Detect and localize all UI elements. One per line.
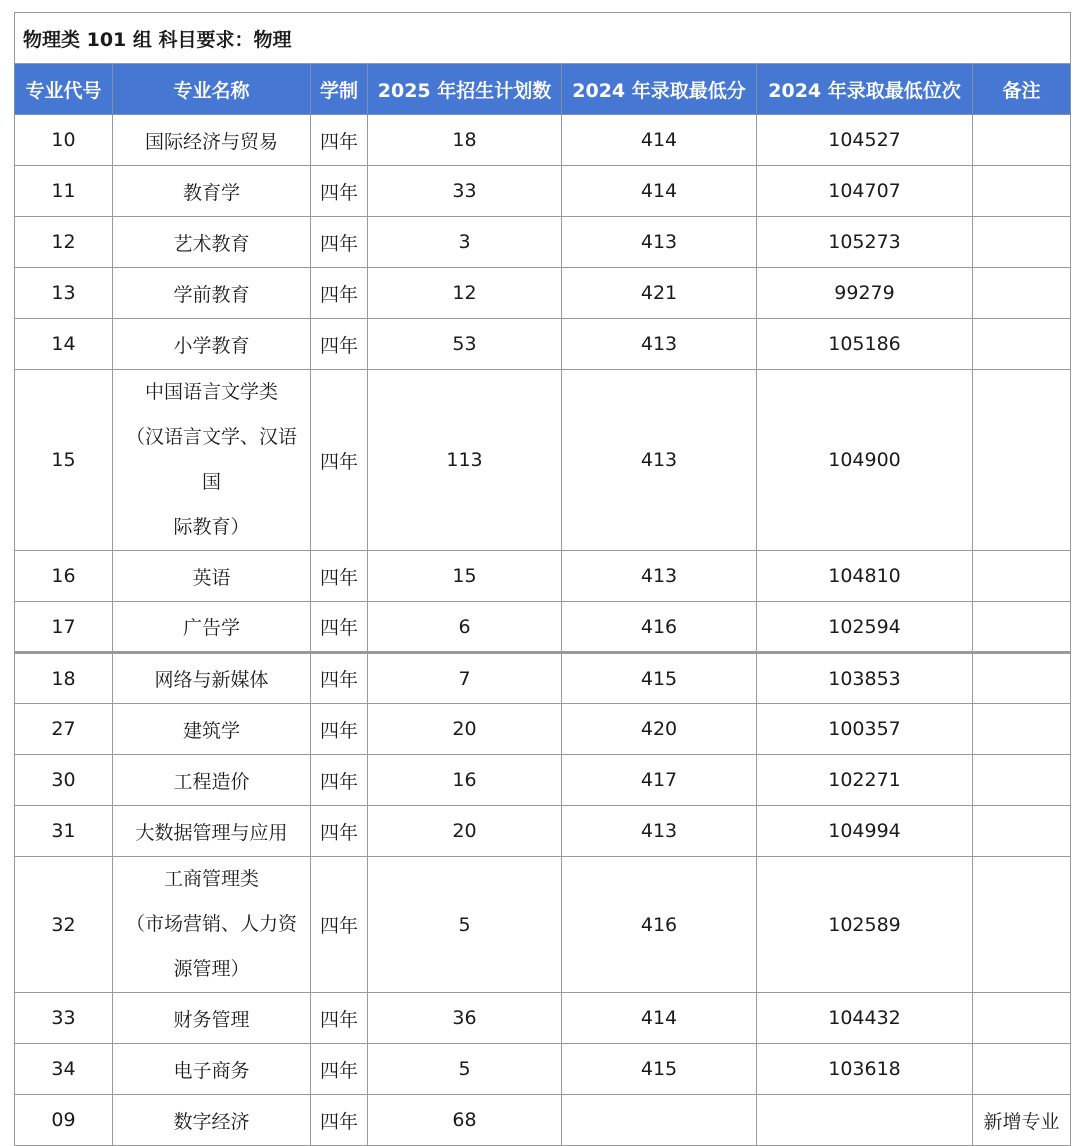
- cell-rank: 103853: [757, 653, 973, 704]
- cell-name: [113, 857, 311, 993]
- cell-duration: 四年: [311, 268, 368, 319]
- cell-rank: 100357: [757, 704, 973, 755]
- table-row: [15, 551, 1071, 602]
- table-title: 物理类 101 组 科目要求：物理: [15, 13, 1071, 64]
- cell-code: 33: [15, 993, 113, 1044]
- cell-rank: 104900: [757, 370, 973, 551]
- cell-plan: 12: [368, 268, 562, 319]
- cell-duration: 四年: [311, 806, 368, 857]
- cell-note: [973, 166, 1071, 217]
- table-row: [15, 993, 1071, 1044]
- cell-rank: 99279: [757, 268, 973, 319]
- cell-plan: 18: [368, 115, 562, 166]
- cell-name: [113, 370, 311, 551]
- cell-name: 小学教育: [113, 319, 311, 370]
- table-row: [15, 857, 1071, 993]
- cell-name: 工程造价: [113, 755, 311, 806]
- table-row: [15, 370, 1071, 551]
- cell-name: 教育学: [113, 166, 311, 217]
- cell-rank: 104527: [757, 115, 973, 166]
- cell-duration: 四年: [311, 217, 368, 268]
- cell-name-line: 中国语言文学类: [144, 381, 278, 403]
- column-header-rank: 2024 年录取最低位次: [757, 64, 973, 115]
- cell-rank: 104432: [757, 993, 973, 1044]
- table-row: [15, 1044, 1071, 1095]
- cell-rank: 104810: [757, 551, 973, 602]
- table-body: [15, 115, 1071, 1146]
- table-row: [15, 115, 1071, 166]
- cell-note: [973, 217, 1071, 268]
- cell-name-line: （市场营销、人力资: [125, 913, 297, 935]
- cell-code: 10: [15, 115, 113, 166]
- cell-note: [973, 857, 1071, 993]
- cell-plan: 15: [368, 551, 562, 602]
- cell-duration: 四年: [311, 704, 368, 755]
- cell-note: 新增专业: [973, 1095, 1071, 1146]
- cell-duration: 四年: [311, 993, 368, 1044]
- cell-score: 413: [562, 806, 757, 857]
- cell-note: [973, 653, 1071, 704]
- cell-plan: 3: [368, 217, 562, 268]
- cell-plan: 113: [368, 370, 562, 551]
- cell-duration: 四年: [311, 755, 368, 806]
- header-row: [15, 64, 1071, 115]
- cell-name: 英语: [113, 551, 311, 602]
- cell-duration: 四年: [311, 166, 368, 217]
- cell-score: 416: [562, 857, 757, 993]
- cell-duration: 四年: [311, 857, 368, 993]
- cell-code: 27: [15, 704, 113, 755]
- cell-name-line: （汉语言文学、汉语国: [125, 426, 297, 493]
- cell-rank: 105273: [757, 217, 973, 268]
- cell-note: [973, 319, 1071, 370]
- cell-plan: 16: [368, 755, 562, 806]
- cell-name: 财务管理: [113, 993, 311, 1044]
- cell-plan: 36: [368, 993, 562, 1044]
- cell-duration: 四年: [311, 319, 368, 370]
- cell-plan: 53: [368, 319, 562, 370]
- cell-duration: 四年: [311, 1095, 368, 1146]
- cell-score: 414: [562, 993, 757, 1044]
- table-row: [15, 704, 1071, 755]
- cell-duration: 四年: [311, 115, 368, 166]
- cell-note: [973, 115, 1071, 166]
- cell-note: [973, 1044, 1071, 1095]
- cell-rank: 102589: [757, 857, 973, 993]
- cell-name: 建筑学: [113, 704, 311, 755]
- column-header-name: 专业名称: [113, 64, 311, 115]
- cell-name: 国际经济与贸易: [113, 115, 311, 166]
- cell-name: 广告学: [113, 602, 311, 653]
- cell-score: 413: [562, 217, 757, 268]
- table-row: [15, 755, 1071, 806]
- cell-score: 416: [562, 602, 757, 653]
- cell-rank: 103618: [757, 1044, 973, 1095]
- cell-score: 417: [562, 755, 757, 806]
- cell-code: 09: [15, 1095, 113, 1146]
- cell-name: 学前教育: [113, 268, 311, 319]
- cell-score: 413: [562, 551, 757, 602]
- cell-rank: 102271: [757, 755, 973, 806]
- cell-note: [973, 806, 1071, 857]
- table-row: [15, 602, 1071, 653]
- cell-rank: 105186: [757, 319, 973, 370]
- cell-rank: [757, 1095, 973, 1146]
- cell-score: [562, 1095, 757, 1146]
- cell-plan: 33: [368, 166, 562, 217]
- cell-plan: 6: [368, 602, 562, 653]
- cell-note: [973, 993, 1071, 1044]
- cell-score: 414: [562, 115, 757, 166]
- cell-rank: 104707: [757, 166, 973, 217]
- cell-note: [973, 370, 1071, 551]
- cell-score: 413: [562, 319, 757, 370]
- cell-rank: 102594: [757, 602, 973, 653]
- cell-note: [973, 268, 1071, 319]
- cell-name: 电子商务: [113, 1044, 311, 1095]
- cell-name-line: 源管理）: [173, 958, 250, 980]
- cell-note: [973, 551, 1071, 602]
- cell-code: 11: [15, 166, 113, 217]
- column-header-note: 备注: [973, 64, 1071, 115]
- cell-note: [973, 602, 1071, 653]
- cell-code: 17: [15, 602, 113, 653]
- cell-note: [973, 755, 1071, 806]
- cell-code: 12: [15, 217, 113, 268]
- column-header-duration: 学制: [311, 64, 368, 115]
- cell-rank: 104994: [757, 806, 973, 857]
- cell-name-line: 际教育）: [173, 516, 250, 538]
- cell-code: 32: [15, 857, 113, 993]
- table-row: [15, 653, 1071, 704]
- column-header-code: 专业代号: [15, 64, 113, 115]
- table-row: [15, 268, 1071, 319]
- table-row: [15, 1095, 1071, 1146]
- cell-code: 34: [15, 1044, 113, 1095]
- cell-score: 415: [562, 653, 757, 704]
- cell-name: 数字经济: [113, 1095, 311, 1146]
- table-row: [15, 166, 1071, 217]
- table-row: [15, 217, 1071, 268]
- table-row: [15, 319, 1071, 370]
- cell-code: 31: [15, 806, 113, 857]
- cell-code: 13: [15, 268, 113, 319]
- admission-table: [14, 12, 1071, 1146]
- cell-duration: 四年: [311, 551, 368, 602]
- cell-duration: 四年: [311, 602, 368, 653]
- cell-plan: 20: [368, 704, 562, 755]
- cell-name: 艺术教育: [113, 217, 311, 268]
- cell-note: [973, 704, 1071, 755]
- cell-score: 414: [562, 166, 757, 217]
- cell-score: 413: [562, 370, 757, 551]
- cell-code: 14: [15, 319, 113, 370]
- cell-code: 15: [15, 370, 113, 551]
- cell-code: 30: [15, 755, 113, 806]
- column-header-score: 2024 年录取最低分: [562, 64, 757, 115]
- cell-code: 16: [15, 551, 113, 602]
- cell-plan: 5: [368, 857, 562, 993]
- cell-code: 18: [15, 653, 113, 704]
- cell-plan: 68: [368, 1095, 562, 1146]
- admission-table-container: [14, 12, 1070, 1146]
- cell-plan: 7: [368, 653, 562, 704]
- cell-plan: 5: [368, 1044, 562, 1095]
- cell-name: 网络与新媒体: [113, 653, 311, 704]
- cell-duration: 四年: [311, 653, 368, 704]
- cell-score: 421: [562, 268, 757, 319]
- column-header-plan: 2025 年招生计划数: [368, 64, 562, 115]
- cell-plan: 20: [368, 806, 562, 857]
- cell-score: 420: [562, 704, 757, 755]
- table-row: [15, 806, 1071, 857]
- cell-duration: 四年: [311, 370, 368, 551]
- cell-name-line: 工商管理类: [163, 868, 259, 890]
- cell-duration: 四年: [311, 1044, 368, 1095]
- cell-name: 大数据管理与应用: [113, 806, 311, 857]
- cell-score: 415: [562, 1044, 757, 1095]
